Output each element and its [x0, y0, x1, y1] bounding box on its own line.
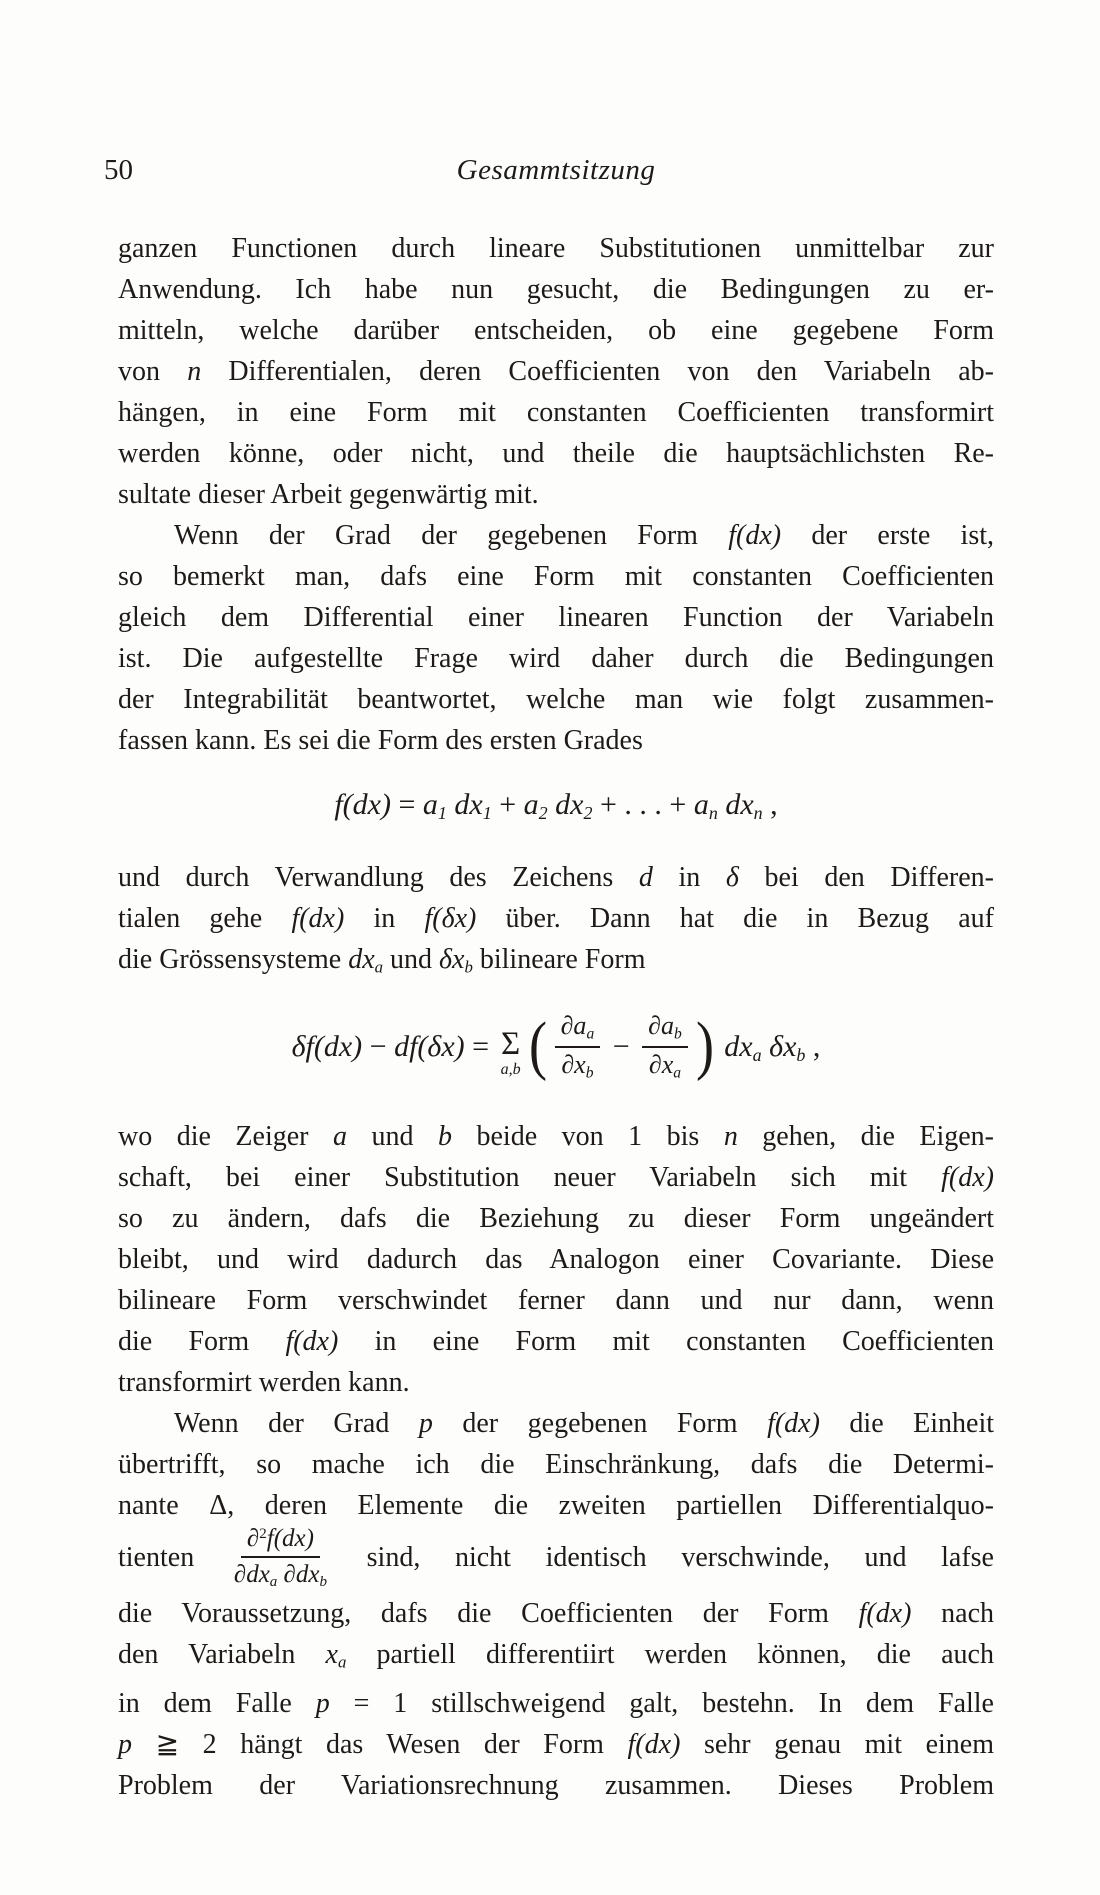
- text-line: [118, 1765, 994, 1806]
- text-segment: f(dx): [767, 1407, 820, 1439]
- text-segment: f(dx): [627, 1728, 681, 1760]
- text-segment: df(δx): [394, 1029, 465, 1063]
- text-segment: d: [638, 862, 653, 894]
- text-segment: über. Dann hat die in Bezug auf: [476, 903, 994, 935]
- text-line: [118, 1593, 994, 1634]
- fraction-numerator: [642, 1011, 688, 1048]
- text-line: [118, 474, 994, 515]
- text-line: [118, 392, 994, 433]
- text-segment: fassen kann. Es sei die Form des ersten Grades: [118, 725, 643, 756]
- text-segment: sehr genau mit einem: [680, 1728, 994, 1760]
- text-segment: Wenn der Grad der gegebenen Form: [174, 520, 729, 551]
- text-segment: a: [337, 1652, 347, 1672]
- text-segment: f(dx): [285, 1325, 339, 1357]
- text-segment: a: [673, 1064, 682, 1082]
- text-segment: a,b: [500, 1060, 521, 1078]
- fraction-numerator: [555, 1011, 601, 1048]
- text-segment: werden könne, oder nicht, und theile die hauptsächlichsten Re-: [118, 438, 994, 469]
- text-segment: a: [269, 1573, 278, 1590]
- text-segment: dx: [446, 788, 483, 821]
- text-segment: 1: [437, 803, 447, 824]
- text-segment: =: [390, 788, 423, 821]
- text-line: [118, 1683, 994, 1724]
- text-segment: f(dx): [858, 1597, 912, 1629]
- text-segment: tialen gehe: [118, 903, 292, 935]
- text-segment: 2: [259, 1525, 267, 1542]
- text-segment: mitteln, welche darüber entscheiden, ob eine gegebene Form: [118, 315, 994, 346]
- text-segment: dx: [348, 944, 375, 976]
- text-segment: a: [422, 788, 438, 821]
- text-segment: und durch Verwandlung des Zeichens: [118, 862, 639, 894]
- text-segment: ∂a: [560, 1011, 587, 1041]
- text-segment: bleibt, und wird dadurch das Analogon einer Covariante. Diese: [118, 1243, 994, 1275]
- text-segment: a: [693, 788, 709, 821]
- text-line: [118, 515, 994, 556]
- text-segment: beide von 1 bis: [452, 1120, 724, 1152]
- text-segment: partiell differentiirt werden können, die auch: [346, 1638, 994, 1670]
- text-segment: f(dx): [266, 1524, 314, 1552]
- text-segment: dx: [717, 788, 754, 821]
- text-segment: Problem der Variationsrechnung zusammen. Dieses Problem: [118, 1769, 994, 1801]
- fraction-numerator: [241, 1524, 320, 1558]
- text-segment: der gegebenen Form: [432, 1407, 768, 1439]
- text-segment: p: [118, 1728, 132, 1760]
- text-segment: a: [523, 788, 539, 821]
- text-line: [118, 1634, 994, 1683]
- text-line: [118, 1198, 994, 1239]
- text-segment: ganzen Functionen durch lineare Substitutionen unmittelbar zur: [118, 233, 994, 264]
- math-fraction: [234, 1524, 327, 1591]
- text-segment: −: [605, 1029, 638, 1063]
- text-segment: in dem Falle: [118, 1687, 316, 1719]
- text-segment: nach: [911, 1597, 994, 1629]
- display-formula: [118, 783, 994, 835]
- text-segment: a: [752, 1044, 762, 1065]
- text-segment: in eine Form mit constanten Coefficienten: [338, 1325, 994, 1357]
- text-segment: und: [347, 1120, 438, 1152]
- text-line: [118, 310, 994, 351]
- text-segment: gehen, die Eigen-: [737, 1120, 995, 1152]
- text-segment: sultate dieser Arbeit gegenwärtig mit.: [118, 479, 539, 510]
- text-line: [118, 433, 994, 474]
- text-segment: von: [118, 356, 188, 387]
- text-segment: den Variabeln: [118, 1638, 326, 1670]
- fraction-denominator: [649, 1048, 681, 1083]
- text-segment: = 1 stillschweigend galt, bestehn. In dem Falle: [329, 1687, 994, 1719]
- text-segment: Wenn der Grad: [174, 1407, 419, 1439]
- text-segment: wo die Zeiger: [118, 1120, 333, 1152]
- text-line: [118, 1362, 994, 1403]
- text-segment: ∂dx: [233, 1560, 270, 1588]
- text-segment: in: [652, 862, 726, 894]
- text-segment: b: [585, 1064, 594, 1082]
- text-segment: x: [325, 1638, 338, 1670]
- running-head: [104, 150, 994, 190]
- text-segment: ∂x: [561, 1049, 586, 1079]
- text-segment: + . . . +: [592, 788, 694, 821]
- text-segment: ∂a: [648, 1011, 675, 1041]
- text-segment: tienten: [118, 1541, 229, 1573]
- text-line: [118, 1403, 994, 1444]
- text-segment: b: [438, 1120, 452, 1152]
- text-segment: transformirt werden kann.: [118, 1366, 410, 1398]
- text-segment: a: [374, 957, 384, 977]
- text-segment: dx: [547, 788, 584, 821]
- running-title: Gesammtsitzung: [456, 154, 656, 186]
- text-line: [118, 1485, 994, 1526]
- text-line: [118, 1116, 994, 1157]
- fraction-denominator: [234, 1558, 327, 1591]
- text-line: [118, 269, 994, 310]
- text-line: [118, 1526, 994, 1593]
- text-line: [118, 228, 994, 269]
- text-segment: die Voraussetzung, dafs die Coefficienten der Form: [118, 1597, 859, 1629]
- text-segment: ∂x: [648, 1049, 674, 1079]
- fraction-denominator: [561, 1048, 593, 1083]
- text-segment: die Grössensysteme: [118, 944, 349, 976]
- text-segment: ,: [762, 788, 778, 821]
- math-fraction: [642, 1011, 688, 1083]
- text-segment: a: [586, 1025, 595, 1043]
- text-segment: p: [315, 1687, 330, 1719]
- text-segment: die Form: [118, 1325, 286, 1357]
- text-line: [118, 1724, 994, 1765]
- text-line: [118, 898, 994, 939]
- display-formula: δf(dx) − df(δx) = Σ a,b ( $\frac{\partial aa}{\partial xb}$ − $\frac{\partial ab}{\partial xa}$ ) dxa δxb ,: [291, 1008, 821, 1082]
- text-line: [118, 556, 994, 597]
- text-segment: f(dx): [291, 903, 345, 935]
- text-segment: n: [708, 803, 718, 824]
- text-segment: n: [723, 1120, 738, 1152]
- text-line: [118, 1157, 994, 1198]
- text-line: [118, 597, 994, 638]
- page-body: [118, 228, 994, 1806]
- text-segment: so zu ändern, dafs die Beziehung zu dieser Form ungeändert: [118, 1202, 994, 1234]
- text-segment: in: [344, 903, 425, 935]
- text-column: [104, 150, 995, 1806]
- text-segment: ≧ 2 hängt das Wesen der Form: [132, 1728, 628, 1760]
- text-segment: ist. Die aufgestellte Frage wird daher durch die Bedingungen: [118, 643, 994, 674]
- text-segment: ∂dx: [277, 1560, 320, 1588]
- text-segment: der Integrabilität beantwortet, welche man wie folgt zusammen-: [118, 684, 994, 715]
- text-segment: schaft, bei einer Substitution neuer Variabeln sich mit: [118, 1161, 942, 1193]
- text-segment: δ: [725, 862, 739, 894]
- text-segment: f(dx): [728, 520, 782, 551]
- text-segment: hängen, in eine Form mit constanten Coefficienten transformirt: [118, 397, 994, 428]
- text-segment: der erste ist,: [781, 520, 995, 551]
- text-line: [118, 351, 994, 392]
- text-line: [118, 679, 994, 720]
- text-segment: bilineare Form verschwindet ferner dann und nur dann, wenn: [118, 1284, 994, 1316]
- text-segment: ,: [805, 1029, 821, 1063]
- text-segment: b: [674, 1025, 682, 1043]
- text-segment: −: [362, 1029, 395, 1063]
- math-fraction: [555, 1011, 601, 1083]
- text-segment: n: [187, 356, 202, 387]
- text-segment: bei den Differen-: [738, 862, 994, 894]
- text-line: [118, 857, 994, 898]
- text-segment: δf(dx): [291, 1029, 363, 1063]
- text-segment: b: [319, 1573, 327, 1590]
- text-line: [118, 638, 994, 679]
- text-line: [118, 1444, 994, 1485]
- sigma-glyph: Σ: [500, 1025, 521, 1062]
- text-line: [118, 1280, 994, 1321]
- text-segment: δx: [439, 944, 465, 976]
- text-segment: a: [333, 1120, 347, 1152]
- text-segment: ∂: [246, 1524, 260, 1552]
- text-segment: n: [753, 803, 763, 824]
- text-line: [118, 720, 994, 761]
- text-segment: δx: [761, 1029, 797, 1063]
- text-line: [118, 1321, 994, 1362]
- text-segment: bilineare Form: [472, 944, 646, 976]
- text-line: [118, 1239, 994, 1280]
- text-segment: 1: [482, 803, 492, 824]
- text-segment: 2: [583, 803, 593, 824]
- text-segment: dx: [724, 1029, 753, 1063]
- text-segment: Differentialen, deren Coefficienten von den Variabeln ab-: [201, 356, 994, 387]
- text-segment: sind, nicht identisch verschwinde, und lafse: [332, 1541, 994, 1573]
- text-segment: f(dx): [941, 1161, 994, 1193]
- text-segment: nante Δ, deren Elemente die zweiten partiellen Differentialquo-: [118, 1489, 994, 1521]
- text-segment: Anwendung. Ich habe nun gesucht, die Bedingungen zu er-: [118, 274, 994, 305]
- text-segment: b: [796, 1044, 806, 1065]
- summation-indices: [501, 1062, 521, 1078]
- text-segment: f(dx): [334, 788, 391, 821]
- text-segment: b: [464, 957, 473, 977]
- text-segment: die Einheit: [819, 1407, 995, 1439]
- summation-sign: [500, 1025, 521, 1078]
- text-segment: +: [491, 788, 524, 821]
- text-segment: =: [464, 1029, 497, 1063]
- text-segment: und: [383, 944, 440, 976]
- page-number: 50: [104, 154, 133, 186]
- text-segment: gleich dem Differential einer linearen Function der Variabeln: [118, 602, 994, 633]
- text-segment: f(δx): [424, 903, 477, 935]
- text-segment: so bemerkt man, dafs eine Form mit constanten Coefficienten: [118, 561, 994, 592]
- text-segment: p: [418, 1407, 433, 1439]
- text-segment: übertrifft, so mache ich die Einschränkung, dafs die Determi-: [118, 1448, 994, 1480]
- text-segment: 2: [538, 803, 548, 824]
- text-line: [118, 939, 994, 988]
